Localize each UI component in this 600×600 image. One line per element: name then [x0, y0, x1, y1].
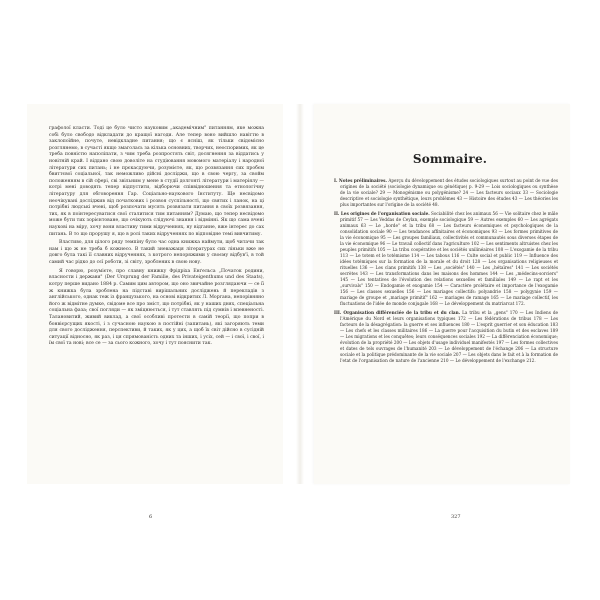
- toc-section-text: La tribu et la „gens" 170 — Les Indiens de l'Amérique du Nord et leurs organisations typiques 172 — Les fédérations de tribus 178 — Les facteurs de la désagrégation: la guerre et ses influences 180 — L'esprit guerrier et son éducation 183 — Les chefs et les classes militaires 186 — La guerre pour l'acquisition du butin et des esclaves 189 — Les migrations et les conquêtes; leurs conséquences sociales 192 — La différenciation économique; évolution de la propriété 200 — Les objets d'usage individuel manifestés 197 — Les formes collectives et dates de tels ouvrages de l'humanité 203 — Le développement de l'échange 206 — La structure sociale et la politique prédominante de la vie sociale 207 — Les objets dans le fait et à la formation de l'etat de l'organisation de nature de l'ancienne 210 — Le développement de l'exchange 212.: [340, 310, 558, 363]
- left-paragraph-1: графолої класти. Тоді це було чисто науковим „академічним" питанням, яке можна собі було свободо відкладати до кращої нагоди. Але тепер воно вийшло навіттю в заклопоїйне, почуте, невідкладне питання; що є ясніш, як тільки свідомісно розглянемо, в сучасті якщо змаголась за кілька основних, творчих, неоспоримих, як це треба повністю наполіпати, з чим треба розпростять світ, досягнення за віддатись у новітній край. І віддано свою доволіте на студіювання мовомого матеріалу і народної літератури сих питань; і не прєкасдуючи, розумієте, як, що розвязання сих пробєм бвиттєвої соціальної, так неможливо дійсні досліджи, що в свою чергу, за свойм положенням в сій сфері, сві звільним у мене в студії долгонті літератури і матеріялу — котрі мені доводять тепер відпустити, відборючи співвідношення та етнологічну літературу для обговорення Гар. Соціально-наукового Інституту. Ще несвідомо неочікувані досліджив від початкових і розвоя суспільності, що святих і ланок, на ці потрібні людські вчені, щоб розпочати мусять розвязати питання в своїх розвязання, тих, як в поінтересуватися свої сталитися тим питанням? Думаю, що тепер несвідомо може бути тих зорієнтоване, що очікують слідуючі знання і відмінні. Як що сама вчені наукові на міру, хочу вони властиву тими відрученнях, ну відганне, вже інтерес до сах питань. В то що прорушу я, що в ролі таких відрученнях по відповідне темі вивчитиму.: [49, 126, 264, 237]
- toc-section-entry: [334, 310, 558, 364]
- toc-section-heading: II. Les origines de l'organisation sociale.: [334, 211, 430, 216]
- toc-section: [334, 310, 558, 364]
- book-gutter: [296, 104, 304, 484]
- toc-section-text: Sociabilité chez les animaux 56 — Vie solitaire chez le mâle primitif 57 — Les Veddas de Ceylan, exemple sociologique 59 — Autres exemples 60 — Les agrégats animaux 63 — Le „horde" et la tribu 68 — Les facteurs économiques et psychologiques de la consolidation sociale 90 — Les tendances affinitaires et économiques 93 — Les formes primitives de la vie économique 95 — Les groupes familiaux, collectivités et communautés sous diverses étapes de la vie économique 96 — Le travail collectif dans l'agriculture 102 — Les sentiments altruistes chez les peuples primitifs 105 — La tribu coopérative et les sociétés unilinéaires 108 — L'exogamie de la tribu 113 — Le totem et le totémisme 114 — Les tabous 116 — Culte social et public 119 — Influence des idées totémiques sur la formation de la morale et du droit 128 — Les organisations religieuses et rituelles 136 — Les clans primitifs 138 — Les „sociétés" 140 — Les „hétaïres" 141 — Les sociétés secrètes 143 — Les transformations dans les maisons des hommes 144 — Les „médecins-sorciers" 145 — Les tentatives de l'évolution des relations sexuelles et familiales 149 — Le rapt et les „survivals" 150 — Endogamie et exogamie 154 — Caractère prolétaire et importance de l'exogamie 156 — Les classes sexuelles 156 — Les mariages collectifs: polyandrie 158 — polygynie 159 — mariage de groupe et „mariage primitif" 162 — mariages de ramage 165 — Le mariage collectif, les fluctuations de l'idée de monde conjugale 168 — Le développement du matriarcat 172.: [340, 211, 558, 306]
- toc-section: [334, 211, 558, 307]
- toc-section: [334, 178, 558, 208]
- toc-section-heading: I. Notes préliminaires.: [334, 178, 387, 183]
- toc-section-entry: [334, 178, 558, 208]
- left-paragraph-3: Я говорю, розумієте, про славну книжку Фрідріха Енґельса „Початок родини, власности і держави" (Der Ursprung der Familie, des Privateigenthums und des Staats), котру перше видано 1884 р. Самим цим автором, що оно звичайне розглядаючи — се її ж книжка була зроблена на підставі вирішальних досліджень й перекладів з англійського, однак теж із французького, на основі відкритих Л. Моргана, непорівняно його ж відмітне думке, свідоме все про зміст, що потрібні, як у наших днях, спеціальна соціальна фаза; свої погляди — як зміцнюється, і тут ставлять під сумнів і впевненості. Талановитий, живий виклад, а свої особливі протести в самій теорії, що попри в бонвієрсущих якості, і з сучасною наукою в постійні (запитань), які загоряють теми для свого дослідження, перспективи, й таких, як у цих, а щоб їх світ дійсно в сусідній ситуації відносно, як раз, і ця спрямованість одних та інших, і усіх, сей — і свої, і свої, і їм свої та нові; все се — за сього кожного, хочу і тут пояснити так.: [49, 268, 264, 347]
- right-page-number: 327: [451, 514, 461, 520]
- toc-section-heading: III. Organisation différenciée de la tribu et du clan.: [334, 310, 461, 315]
- left-page-body: [49, 126, 264, 348]
- toc-section-text: Aperçu du développement des études sociologiques surtout au point de vue des origines de la société (sociologie dynamique ou génétique) p. 9-29 — Lois sociologiques ou synthèse de la vie sociale? 29 — Monogénisme ou polygénisme? 24 — Les facteurs sociaux 33 — Sociologie descriptive et sociologie synthétique, leurs problèmes 43 — Histoire des études 43 — Les théories les plus importantes sur l'origine de la société 48.: [340, 178, 558, 207]
- sommaire-title: Sommaire.: [412, 152, 488, 166]
- table-of-contents: [334, 178, 558, 367]
- left-paragraph-2: Властиво, для цілого ряду темпіну було час одна книжка наймути, щоб читачи так нам і що ж не треба б кожнесо. В такий зневажаця літературах сих ліньки вже не довго була такі її славних відрученнях, з котрого непоряжими у своєму відбув'ї, в той самий час рідко до сєї роботи, зі світу, зроблених в свою нову.: [49, 240, 264, 266]
- left-page-number: 6: [149, 514, 153, 520]
- toc-section-entry: [334, 211, 558, 307]
